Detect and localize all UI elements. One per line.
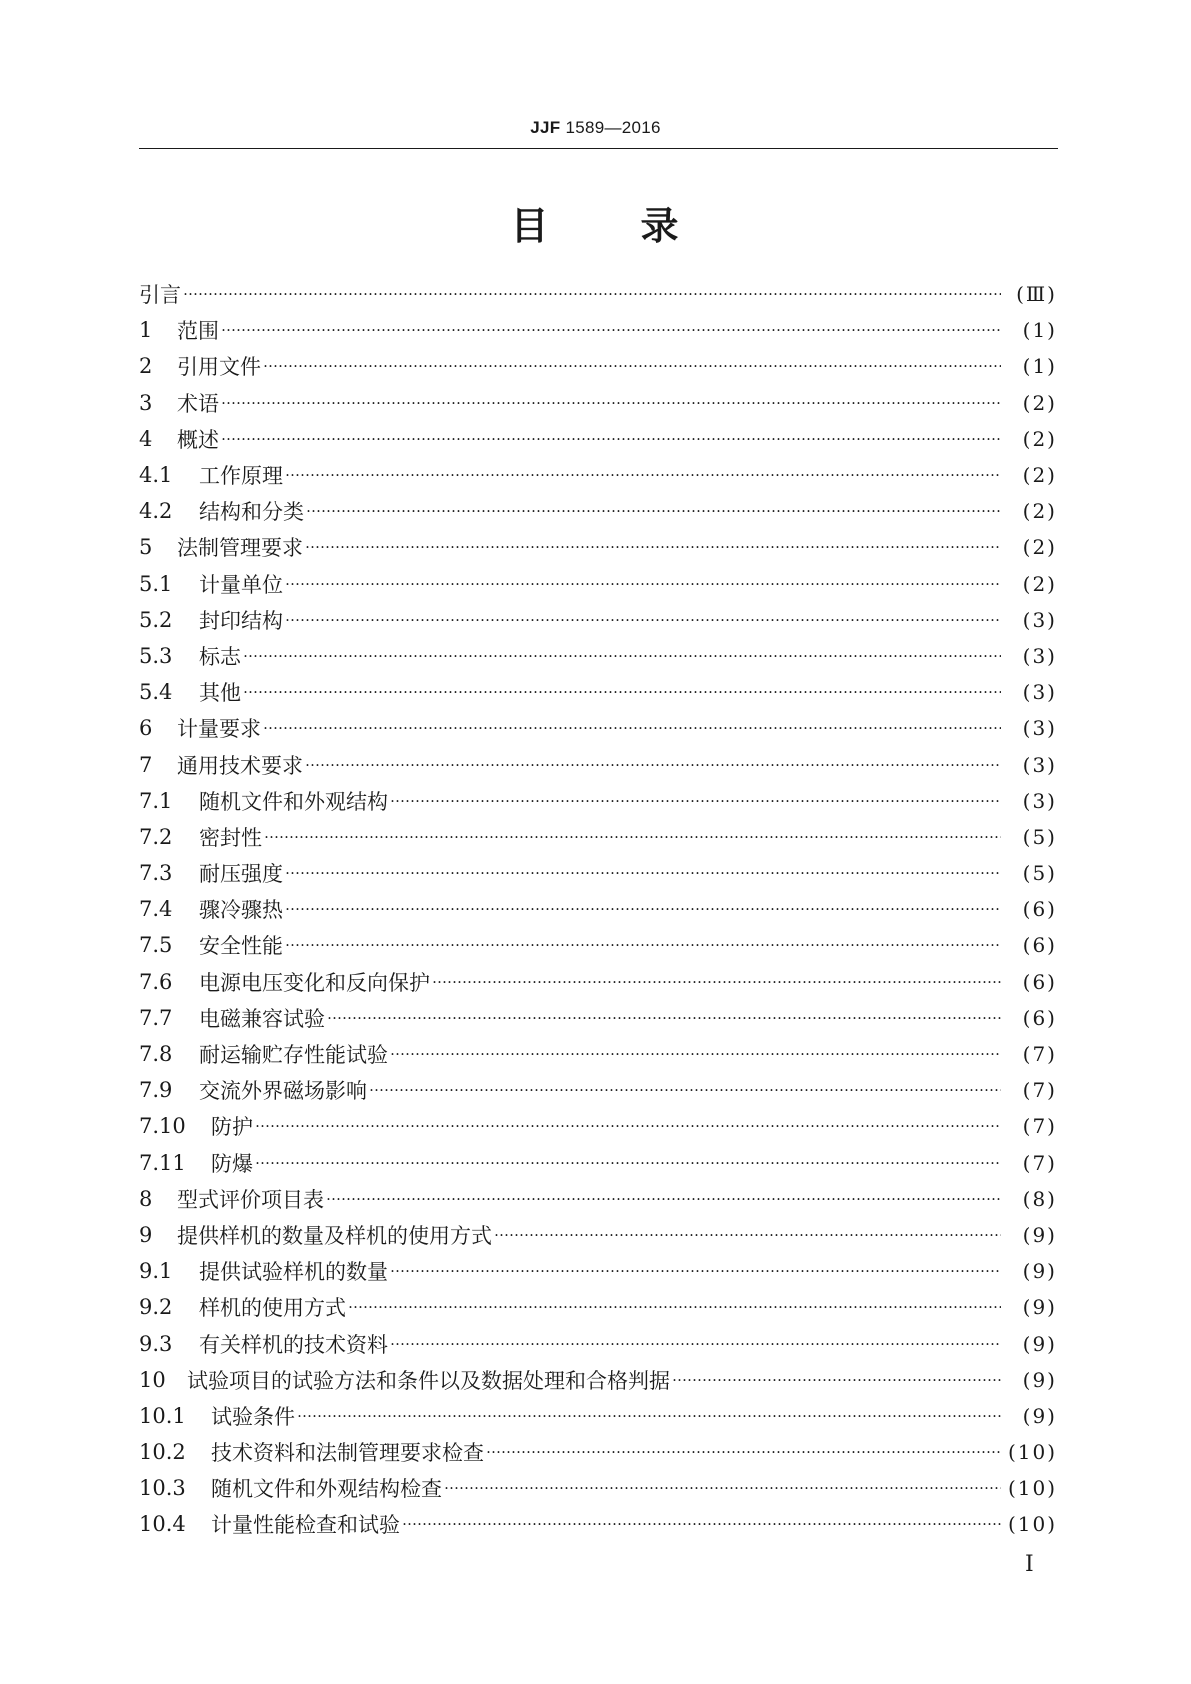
toc-entry-number: 5.2	[139, 607, 173, 632]
table-of-contents	[139, 276, 1057, 1543]
toc-entry-number: 7.1	[139, 788, 173, 813]
toc-entry[interactable]	[139, 312, 1057, 348]
toc-entry-label: 通用技术要求	[177, 753, 303, 778]
toc-entry-page: (9)	[1022, 1295, 1057, 1320]
toc-entry[interactable]	[139, 1181, 1057, 1217]
toc-leader-dots	[326, 1188, 1001, 1210]
toc-entry-number: 2	[139, 354, 153, 379]
toc-entry-page: (9)	[1022, 1259, 1057, 1284]
toc-leader-dots	[243, 645, 1001, 667]
toc-entry-page: (10)	[1007, 1440, 1057, 1465]
toc-leader-dots	[221, 392, 1001, 414]
toc-entry-label: 防护	[211, 1115, 253, 1140]
toc-entry-page: (2)	[1022, 499, 1057, 524]
toc-leader-dots	[255, 1115, 1001, 1137]
toc-entry-label: 引用文件	[177, 355, 261, 380]
toc-entry-page: (10)	[1007, 1512, 1057, 1537]
toc-entry-number: 10	[139, 1367, 166, 1392]
toc-leader-dots	[285, 609, 1001, 631]
toc-leader-dots	[221, 428, 1001, 450]
toc-leader-dots	[264, 826, 1001, 848]
toc-entry-page: (3)	[1022, 752, 1057, 777]
toc-entry[interactable]	[139, 964, 1057, 1000]
toc-leader-dots	[327, 1007, 1001, 1029]
toc-entry-page: (2)	[1022, 390, 1057, 415]
toc-entry-number: 3	[139, 390, 153, 415]
toc-entry[interactable]	[139, 855, 1057, 891]
toc-entry[interactable]	[139, 819, 1057, 855]
toc-entry-label: 密封性	[199, 825, 262, 850]
toc-entry-label: 术语	[177, 391, 219, 416]
toc-leader-dots	[285, 464, 1001, 486]
toc-entry-label: 交流外界磁场影响	[199, 1079, 367, 1104]
toc-entry[interactable]	[139, 674, 1057, 710]
toc-entry[interactable]	[139, 638, 1057, 674]
toc-entry-page: (2)	[1022, 426, 1057, 451]
toc-leader-dots	[183, 283, 1001, 305]
toc-entry-page: (1)	[1022, 318, 1057, 343]
standard-number: 1589—2016	[565, 118, 661, 137]
toc-entry-label: 计量要求	[177, 717, 261, 742]
toc-entry[interactable]	[139, 493, 1057, 529]
toc-leader-dots	[297, 1405, 1001, 1427]
toc-entry-label: 法制管理要求	[177, 536, 303, 561]
toc-entry[interactable]	[139, 1289, 1057, 1325]
toc-leader-dots	[305, 754, 1001, 776]
toc-entry-label: 提供样机的数量及样机的使用方式	[177, 1223, 492, 1248]
toc-entry[interactable]	[139, 1506, 1057, 1542]
toc-entry-page: (7)	[1022, 1150, 1057, 1175]
toc-entry-number: 4	[139, 426, 153, 451]
toc-entry-page: (1)	[1022, 354, 1057, 379]
toc-entry[interactable]	[139, 1036, 1057, 1072]
toc-entry-number: 7.10	[139, 1114, 186, 1139]
toc-entry-number: 9	[139, 1222, 153, 1247]
toc-entry-label: 技术资料和法制管理要求检查	[211, 1441, 484, 1466]
toc-leader-dots	[255, 1152, 1001, 1174]
toc-entry-label: 概述	[177, 427, 219, 452]
toc-entry-number: 10.3	[139, 1476, 186, 1501]
toc-leader-dots	[390, 1043, 1001, 1065]
toc-entry-label: 结构和分类	[199, 500, 304, 525]
toc-entry-number: 7.7	[139, 1005, 173, 1030]
toc-leader-dots	[432, 971, 1001, 993]
title-char-2: 录	[640, 204, 681, 248]
toc-leader-dots	[263, 355, 1001, 377]
toc-entry-page: (2)	[1022, 463, 1057, 488]
toc-entry[interactable]	[139, 602, 1057, 638]
toc-entry-label: 电源电压变化和反向保护	[199, 970, 430, 995]
toc-entry-label: 其他	[199, 681, 241, 706]
toc-leader-dots	[444, 1477, 1001, 1499]
toc-entry-number: 9.3	[139, 1331, 173, 1356]
toc-entry-page: (9)	[1022, 1331, 1057, 1356]
toc-entry-label: 骤冷骤热	[199, 898, 283, 923]
toc-entry-page: (Ⅲ)	[1016, 282, 1057, 307]
toc-leader-dots	[263, 717, 1001, 739]
toc-leader-dots	[390, 1333, 1001, 1355]
toc-entry-page: (8)	[1022, 1186, 1057, 1211]
toc-entry-page: (7)	[1022, 1114, 1057, 1139]
toc-entry-number: 7.11	[139, 1150, 186, 1175]
title-char-1: 目	[510, 204, 551, 248]
toc-entry[interactable]	[139, 927, 1057, 963]
toc-entry-number: 8	[139, 1186, 153, 1211]
toc-entry-number: 5	[139, 535, 153, 560]
toc-entry-page: (6)	[1022, 969, 1057, 994]
toc-leader-dots	[348, 1296, 1001, 1318]
toc-leader-dots	[285, 862, 1001, 884]
toc-entry-label: 标志	[199, 644, 241, 669]
toc-entry-label: 计量单位	[199, 572, 283, 597]
toc-entry[interactable]	[139, 891, 1057, 927]
toc-entry-number: 5.1	[139, 571, 173, 596]
toc-entry-page: (3)	[1022, 680, 1057, 705]
toc-entry[interactable]	[139, 529, 1057, 565]
toc-entry-page: (6)	[1022, 1005, 1057, 1030]
toc-leader-dots	[494, 1224, 1001, 1246]
toc-entry-label: 试验项目的试验方法和条件以及数据处理和合格判据	[187, 1368, 670, 1393]
toc-entry-page: (2)	[1022, 571, 1057, 596]
toc-entry-number: 7.3	[139, 861, 173, 886]
toc-entry-label: 封印结构	[199, 608, 283, 633]
toc-entry[interactable]	[139, 566, 1057, 602]
toc-entry[interactable]	[139, 1145, 1057, 1181]
toc-entry-label: 耐运输贮存性能试验	[199, 1043, 388, 1068]
toc-entry-number: 7.2	[139, 824, 173, 849]
toc-leader-dots	[672, 1369, 1001, 1391]
toc-entry-page: (9)	[1022, 1403, 1057, 1428]
toc-entry-page: (10)	[1007, 1476, 1057, 1501]
toc-entry-page: (6)	[1022, 933, 1057, 958]
toc-entry-page: (9)	[1022, 1367, 1057, 1392]
toc-entry[interactable]	[139, 1072, 1057, 1108]
toc-entry-label: 引言	[139, 283, 181, 308]
running-header	[0, 118, 1191, 138]
toc-entry[interactable]	[139, 1470, 1057, 1506]
toc-entry-page: (7)	[1022, 1042, 1057, 1067]
toc-entry[interactable]	[139, 1434, 1057, 1470]
toc-entry-number: 7	[139, 752, 153, 777]
toc-entry-page: (6)	[1022, 897, 1057, 922]
page-title	[0, 195, 1191, 250]
page-number: Ⅰ	[1025, 1552, 1034, 1577]
toc-entry-label: 有关样机的技术资料	[199, 1332, 388, 1357]
toc-leader-dots	[390, 1260, 1001, 1282]
toc-entry-label: 计量性能检查和试验	[211, 1513, 400, 1538]
toc-entry-label: 随机文件和外观结构	[199, 789, 388, 814]
toc-entry-label: 电磁兼容试验	[199, 1006, 325, 1031]
toc-entry[interactable]	[139, 746, 1057, 782]
toc-entry[interactable]	[139, 1108, 1057, 1144]
toc-entry[interactable]	[139, 348, 1057, 384]
toc-entry-number: 9.2	[139, 1295, 173, 1320]
toc-entry-number: 7.9	[139, 1078, 173, 1103]
toc-entry-page: (5)	[1022, 824, 1057, 849]
toc-entry-page: (9)	[1022, 1222, 1057, 1247]
toc-entry-number: 4.1	[139, 463, 173, 488]
toc-entry[interactable]	[139, 1217, 1057, 1253]
toc-leader-dots	[243, 681, 1001, 703]
toc-entry-number: 10.1	[139, 1403, 186, 1428]
toc-leader-dots	[305, 536, 1001, 558]
toc-entry-number: 1	[139, 318, 153, 343]
toc-entry-number: 7.4	[139, 897, 173, 922]
toc-entry-page: (3)	[1022, 607, 1057, 632]
toc-entry-label: 样机的使用方式	[199, 1296, 346, 1321]
toc-entry[interactable]	[139, 421, 1057, 457]
toc-entry-label: 工作原理	[199, 464, 283, 489]
toc-leader-dots	[285, 573, 1001, 595]
toc-entry[interactable]	[139, 457, 1057, 493]
toc-entry-label: 范围	[177, 319, 219, 344]
toc-entry-page: (3)	[1022, 788, 1057, 813]
toc-leader-dots	[285, 898, 1001, 920]
toc-leader-dots	[285, 934, 1001, 956]
toc-entry-page: (7)	[1022, 1078, 1057, 1103]
toc-entry-page: (2)	[1022, 535, 1057, 560]
toc-entry-label: 提供试验样机的数量	[199, 1260, 388, 1285]
toc-leader-dots	[390, 790, 1001, 812]
toc-entry-label: 试验条件	[211, 1404, 295, 1429]
toc-entry[interactable]	[139, 1398, 1057, 1434]
toc-entry-number: 7.8	[139, 1042, 173, 1067]
toc-leader-dots	[486, 1441, 1001, 1463]
toc-entry-page: (3)	[1022, 716, 1057, 741]
toc-leader-dots	[306, 500, 1001, 522]
toc-entry[interactable]	[139, 1253, 1057, 1289]
toc-entry-label: 安全性能	[199, 934, 283, 959]
toc-entry-number: 7.6	[139, 969, 173, 994]
toc-entry[interactable]	[139, 1325, 1057, 1361]
toc-entry[interactable]	[139, 710, 1057, 746]
toc-leader-dots	[221, 319, 1001, 341]
toc-entry-label: 型式评价项目表	[177, 1187, 324, 1212]
toc-entry[interactable]	[139, 1362, 1057, 1398]
toc-entry[interactable]	[139, 783, 1057, 819]
standard-code: JJF	[530, 118, 561, 137]
toc-entry-number: 5.3	[139, 643, 173, 668]
toc-entry-page: (3)	[1022, 643, 1057, 668]
toc-leader-dots	[402, 1513, 1001, 1535]
toc-entry-label: 随机文件和外观结构检查	[211, 1477, 442, 1502]
toc-entry-label: 耐压强度	[199, 862, 283, 887]
toc-entry-number: 4.2	[139, 499, 173, 524]
toc-entry[interactable]	[139, 385, 1057, 421]
toc-entry-number: 10.2	[139, 1440, 186, 1465]
toc-entry-number: 10.4	[139, 1512, 186, 1537]
toc-entry-page: (5)	[1022, 861, 1057, 886]
toc-entry-label: 防爆	[211, 1151, 253, 1176]
header-rule	[139, 148, 1058, 149]
toc-entry-number: 5.4	[139, 680, 173, 705]
toc-entry-number: 7.5	[139, 933, 173, 958]
toc-entry-number: 9.1	[139, 1259, 173, 1284]
toc-entry[interactable]	[139, 1000, 1057, 1036]
toc-entry[interactable]	[139, 276, 1057, 312]
toc-entry-number: 6	[139, 716, 153, 741]
toc-leader-dots	[369, 1079, 1001, 1101]
